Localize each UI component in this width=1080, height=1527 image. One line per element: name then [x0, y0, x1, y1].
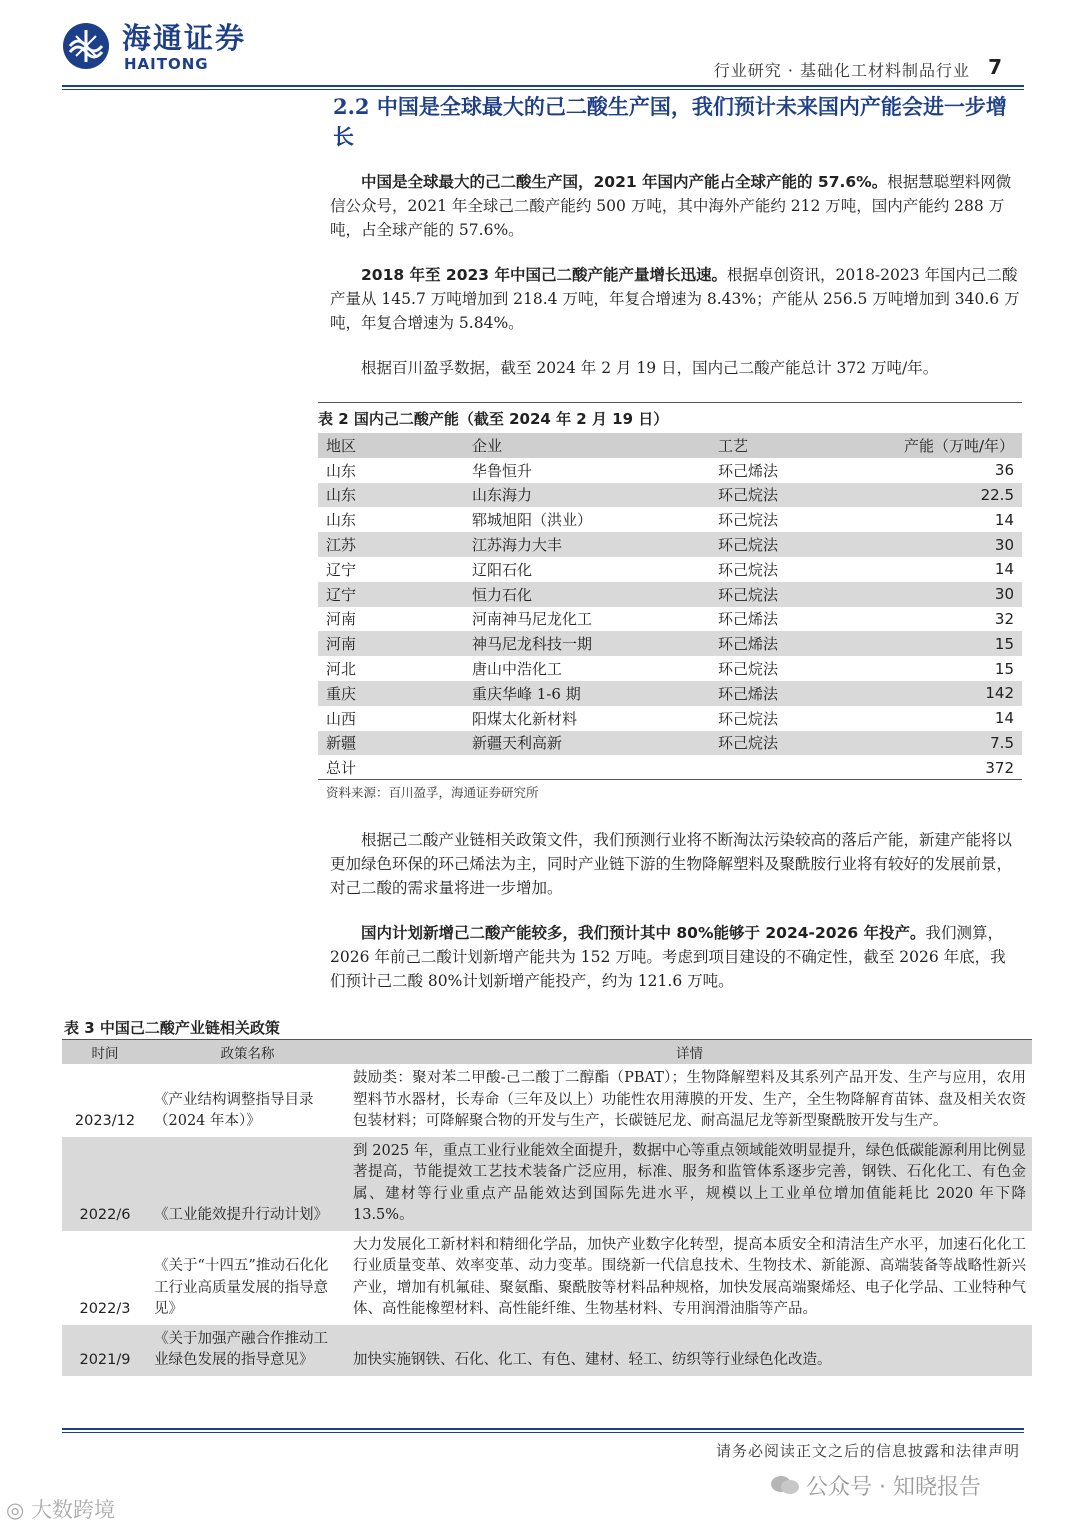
table-row: [318, 731, 1022, 756]
cell-detail: 鼓励类：聚对苯二甲酸-己二酸丁二醇酯（PBAT）；生物降解塑料及其系列产品开发、生产与应用，农用塑料节水器材，长寿命（三年及以上）功能性农用薄膜的开发、生产，全生物降解育苗钵、盘及相关农资包装材料；可降解聚合物的开发与生产，长碳链尼龙、耐高温尼龙等新型聚酰胺开发与生产。: [353, 1070, 1026, 1129]
cell-process: 环己烯法: [710, 631, 866, 656]
paragraph-1-body: 根据慧聪塑料网微信公众号，2021 年全球己二酸产能约 500 万吨，其中海外产能约 212 万吨，国内产能约 288 万吨，占全球产能的 57.6%。: [330, 173, 1012, 239]
footer-disclaimer: 请务必阅读正文之后的信息披露和法律声明: [715, 1442, 1020, 1460]
cell-capacity: 142: [866, 681, 1022, 706]
table2-bottom-rule: [318, 779, 1022, 780]
cell-date: 2021/9: [62, 1325, 148, 1376]
watermark-weibo-text: 大数跨境: [31, 1498, 115, 1522]
table-row: [318, 557, 1022, 582]
cell-policy-name: 《关于“十四五”推动石化化工行业高质量发展的指导意见》: [154, 1258, 329, 1317]
cell-company: 郓城旭阳（洪业）: [472, 511, 593, 530]
table-row: [318, 483, 1022, 508]
cell-process: 环己烷法: [710, 532, 866, 557]
footer-divider: [62, 1428, 1024, 1430]
paragraph-4-body: 根据己二酸产业链相关政策文件，我们预测行业将不断淘汰污染较高的落后产能，新建产能将以更加绿色环保的环己烯法为主，同时产业链下游的生物降解塑料及聚酰胺行业将有较好的发展前景，对己二酸的需求量将进一步增加。: [330, 831, 1013, 897]
paragraph-3: [330, 356, 1020, 380]
table-header-row: [62, 1040, 1032, 1064]
col-header-policy: 政策名称: [148, 1040, 347, 1064]
table-row: [318, 582, 1022, 607]
cell-total-label: 总计: [326, 759, 357, 778]
cell-company: 辽阳石化: [472, 560, 533, 579]
cell-policy-name: 《关于加强产融合作推动工业绿色发展的指导意见》: [148, 1325, 347, 1376]
cell-region: 江苏: [318, 532, 464, 557]
paragraph-2-lead: 2018 年至 2023 年中国己二酸产能产量增长迅速。: [361, 266, 727, 284]
header-divider: [62, 85, 1024, 87]
paragraph-5-body: 我们测算，2026 年前己二酸计划新增产能共为 152 万吨。考虑到项目建设的不确定性，截至 2026 年底，我们预计己二酸 80%计划新增产能投产，约为 121.6 万吨。: [330, 924, 1006, 990]
table-row: [318, 681, 1022, 706]
cell-company: 神马尼龙科技一期: [464, 631, 710, 656]
paragraph-5: [330, 921, 1020, 993]
cell-capacity: 32: [994, 609, 1014, 628]
cell-company: 阳煤太化新材料: [472, 709, 578, 728]
haitong-logo-icon: [62, 22, 110, 70]
capacity-table: [318, 433, 1022, 780]
paragraph-2: [330, 263, 1020, 335]
section-heading: 2.2 中国是全球最大的己二酸生产国，我们预计未来国内产能会进一步增长: [333, 94, 1007, 149]
table-row: [318, 458, 1022, 483]
logo-chinese: 海通证券: [122, 21, 247, 55]
wechat-icon: [770, 1475, 800, 1495]
cell-capacity: 14: [994, 510, 1014, 529]
cell-process: 环己烷法: [718, 709, 779, 728]
cell-region: 河南: [326, 610, 357, 629]
table2-title: 表 2 国内己二酸产能（截至 2024 年 2 月 19 日）: [318, 410, 669, 428]
cell-date: 2023/12: [74, 1113, 136, 1129]
cell-region: 重庆: [318, 681, 464, 706]
col-header-process: 工艺: [710, 433, 866, 458]
cell-detail: 大力发展化工新材料和精细化学品，加快产业数字化转型，提高本质安全和清洁生产水平，加速石化化工行业质量变革、效率变革、动力变革。围绕新一代信息技术、生物技术、新能源、高端装备等战略性新兴产业，增加有机氟硅、聚氨酯、聚酰胺等材料品种规格，加快发展高端聚烯烃、电子化学品、工业特种气体、高性能橡塑材料、高性能纤维、生物基材料、专用润滑油脂等产品。: [353, 1236, 1026, 1317]
table2-source: 资料来源：百川盈孚，海通证券研究所: [326, 785, 539, 800]
cell-capacity: 14: [994, 709, 1014, 728]
cell-region: 辽宁: [318, 582, 464, 607]
table-row: [318, 656, 1022, 681]
cell-region: 河北: [326, 660, 357, 679]
paragraph-1-lead: 中国是全球最大的己二酸生产国，2021 年国内产能占全球产能的 57.6%。: [361, 173, 888, 191]
paragraph-2-body: 根据卓创资讯，2018-2023 年国内己二酸产量从 145.7 万吨增加到 218.4 万吨，年复合增速为 8.43%；产能从 256.5 万吨增加到 340.6 万吨，年复合增速为 5.84%。: [330, 266, 1020, 332]
watermark-weibo: [6, 1494, 115, 1524]
cell-region: 辽宁: [326, 560, 357, 579]
table2-top-rule: [318, 402, 1022, 403]
cell-detail: 到 2025 年，重点工业行业能效全面提升，数据中心等重点领域能效明显提升，绿色低碳能源利用比例显著提高，节能提效工艺技术装备广泛应用，标准、服务和监管体系逐步完善，钢铁、石化化工、有色金属、建材等行业重点产品能效达到国际先进水平，规模以上工业单位增加值能耗比 2020 年下降 13.5%。: [347, 1137, 1032, 1231]
cell-capacity: 15: [866, 631, 1022, 656]
col-header-capacity: 产能（万吨/年）: [866, 433, 1022, 458]
paragraph-4: [330, 828, 1020, 900]
table-row: [318, 631, 1022, 656]
table-row: [62, 1064, 1032, 1137]
cell-capacity: 15: [994, 659, 1014, 678]
cell-company: 新疆天利高新: [464, 731, 710, 756]
table-row: [62, 1137, 1032, 1231]
table-row: [318, 607, 1022, 632]
cell-process: 环己烷法: [718, 660, 779, 679]
col-header-region: 地区: [318, 433, 464, 458]
cell-capacity: 36: [994, 461, 1014, 480]
cell-total-value: 372: [985, 758, 1014, 777]
table-row: [62, 1231, 1032, 1325]
cell-capacity: 30: [866, 532, 1022, 557]
cell-company: 河南神马尼龙化工: [472, 610, 593, 629]
header-divider-thin: [62, 89, 1024, 90]
table-total-row: [318, 755, 1022, 780]
table-header-row: [318, 433, 1022, 458]
cell-policy-name: 《工业能效提升行动计划》: [148, 1137, 347, 1231]
report-category: 行业研究 · 基础化工材料制品行业: [713, 61, 970, 80]
cell-process: 环己烯法: [710, 681, 866, 706]
cell-company: 恒力石化: [464, 582, 710, 607]
policy-table: [62, 1040, 1032, 1376]
cell-detail: 加快实施钢铁、石化、化工、有色、建材、轻工、纺织等行业绿色化改造。: [347, 1325, 1032, 1376]
cell-process: 环己烯法: [718, 461, 779, 480]
logo-english: HAITONG: [124, 55, 209, 73]
cell-region: 河南: [318, 631, 464, 656]
cell-process: 环己烷法: [718, 511, 779, 530]
cell-policy-name: 《产业结构调整指导目录（2024 年本）》: [154, 1091, 314, 1129]
cell-company: 华鲁恒升: [472, 461, 533, 480]
col-header-detail: 详情: [347, 1040, 1032, 1064]
cell-capacity: 14: [994, 560, 1014, 579]
cell-region: 新疆: [318, 731, 464, 756]
cell-company: 江苏海力大丰: [464, 532, 710, 557]
col-header-company: 企业: [464, 433, 710, 458]
cell-region: 山东: [318, 483, 464, 508]
cell-company: 山东海力: [464, 483, 710, 508]
cell-region: 山西: [326, 709, 357, 728]
table-row: [318, 532, 1022, 557]
paragraph-1: [330, 170, 1020, 242]
cell-process: 环己烷法: [710, 483, 866, 508]
cell-company: 唐山中浩化工: [472, 660, 563, 679]
page-number: 7: [988, 55, 1002, 79]
cell-region: 山东: [326, 511, 357, 530]
weibo-icon: ◎: [6, 1498, 31, 1522]
paragraph-5-lead: 国内计划新增己二酸产能较多，我们预计其中 80%能够于 2024-2026 年投产。: [361, 924, 926, 942]
cell-company: 重庆华峰 1-6 期: [464, 681, 710, 706]
table-row: [318, 507, 1022, 532]
cell-capacity: 22.5: [866, 483, 1022, 508]
cell-process: 环己烷法: [718, 560, 779, 579]
cell-process: 环己烷法: [710, 582, 866, 607]
cell-capacity: 30: [866, 582, 1022, 607]
cell-date: 2022/6: [62, 1137, 148, 1231]
col-header-date: 时间: [62, 1040, 148, 1064]
table-row: [318, 706, 1022, 731]
table-row: [62, 1325, 1032, 1376]
cell-region: 山东: [326, 461, 357, 480]
cell-process: 环己烷法: [710, 731, 866, 756]
cell-capacity: 7.5: [866, 731, 1022, 756]
paragraph-3-body: 根据百川盈孚数据，截至 2024 年 2 月 19 日，国内己二酸产能总计 372 万吨/年。: [361, 359, 939, 377]
footer-divider-thin: [62, 1432, 1024, 1433]
table3-title: 表 3 中国己二酸产业链相关政策: [64, 1019, 280, 1037]
cell-date: 2022/3: [79, 1301, 131, 1317]
watermark-wechat: 公众号 · 知晓报告: [806, 1475, 981, 1500]
cell-process: 环己烯法: [718, 610, 779, 629]
